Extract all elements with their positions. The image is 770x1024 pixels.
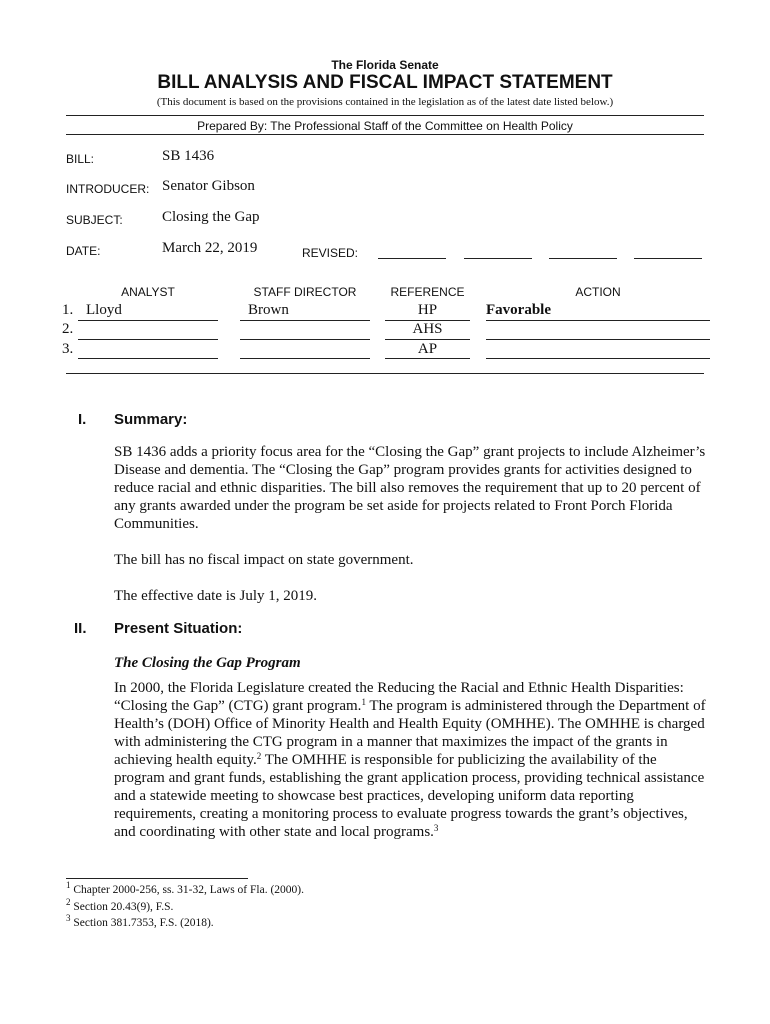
action-line: [486, 339, 710, 340]
footnote-ref: 1: [361, 697, 366, 707]
action-line: [486, 358, 710, 359]
reference-value: AHS: [412, 321, 443, 337]
date-value: March 22, 2019: [162, 240, 258, 256]
bill-label: BILL:: [66, 152, 95, 166]
section-number: I.: [78, 411, 87, 428]
revised-label: REVISED:: [302, 246, 359, 260]
director-line: [240, 320, 370, 321]
effective-date-paragraph: The effective date is July 1, 2019.: [114, 588, 317, 604]
analyst-name: Lloyd: [86, 302, 122, 318]
revised-line: [464, 258, 532, 259]
fiscal-impact-paragraph: The bill has no fiscal impact on state government.: [114, 552, 414, 568]
col-header-analyst: ANALYST: [121, 285, 175, 299]
header-rule-bottom: [66, 134, 704, 135]
document-title: BILL ANALYSIS AND FISCAL IMPACT STATEMENT: [157, 72, 613, 93]
footnote: $^2$ Section 20.43(9), F.S.: [66, 897, 174, 913]
reference-line: [385, 339, 470, 340]
prepared-by: Prepared By: The Professional Staff of the Committee on Health Policy: [197, 119, 573, 133]
footnote-ref: 2: [256, 751, 262, 761]
col-header-action: ACTION: [575, 285, 621, 299]
reference-value: HP: [417, 302, 438, 318]
summary-paragraph: SB 1436 adds a priority focus area for the “Closing the Gap” grant projects to include Alzheimer’s Disease and dementia. The “Closing the Gap” program provides grants for activities designed to reduce racial and ethnic disparities. The bill also removes the requirement that up to 20 percent of any grants awarded under the program be set aside for projects related to Front Porch Florida Communities.: [114, 444, 706, 532]
row-number: 1.: [62, 302, 74, 318]
revised-line: [634, 258, 702, 259]
revised-line: [378, 258, 446, 259]
introducer-value: Senator Gibson: [162, 178, 255, 194]
reference-value: AP: [417, 341, 438, 357]
section-title-summary: Summary:: [114, 411, 188, 428]
footnote: $^3$ Section 381.7353, F.S. (2018).: [66, 913, 214, 929]
subsection-title: The Closing the Gap Program: [114, 655, 301, 671]
date-label: DATE:: [66, 244, 101, 258]
document-note: (This document is based on the provisions contained in the legislation as of the latest date listed below.): [156, 96, 614, 108]
director-line: [240, 339, 370, 340]
section-title-present-situation: Present Situation:: [114, 620, 243, 637]
present-situation-paragraph: In 2000, the Florida Legislature created the Reducing the Racial and Ethnic Health Disparities: “Closing the Gap” (CTG) grant program.$^1$ The program is administered through the Department of Health’s (DOH) Office of Minority Health and Health Equity (OMHHE). The OMHHE is charged with administering the CTG program in a manner that maximizes the impact of the grants in achieving health equity.$^2$ The OMHHE is responsible for publicizing the availability of the program and grant funds, establishing the grant application process, providing technical assistance and a statewide meeting to showcase best practices, developing uniform data reporting requirements, creating a monitoring process to evaluate progress towards the grant’s objectives, and coordinating with other state and local programs.$^3$: [114, 680, 706, 840]
subject-label: SUBJECT:: [66, 213, 123, 227]
header-rule-top: [66, 115, 704, 116]
director-name: Brown: [248, 302, 289, 318]
senate-name: The Florida Senate: [331, 58, 439, 72]
introducer-label: INTRODUCER:: [66, 182, 150, 196]
subject-value: Closing the Gap: [162, 209, 260, 225]
row-number: 3.: [62, 341, 74, 357]
revised-line: [549, 258, 617, 259]
director-line: [240, 358, 370, 359]
analyst-line: [78, 320, 218, 321]
footnote-ref: 3: [433, 823, 439, 833]
section-number: II.: [74, 620, 87, 637]
analyst-line: [78, 339, 218, 340]
footnote: $^1$ Chapter 2000-256, ss. 31-32, Laws of Fla. (2000).: [66, 880, 304, 896]
col-header-staff-director: STAFF DIRECTOR: [253, 285, 357, 299]
action-line: [486, 320, 710, 321]
action-value: Favorable: [486, 302, 551, 318]
row-number: 2.: [62, 321, 74, 337]
col-header-reference: REFERENCE: [390, 285, 465, 299]
bill-number: SB 1436: [162, 148, 215, 164]
footnote-separator: [66, 878, 248, 879]
analyst-line: [78, 358, 218, 359]
reference-line: [385, 358, 470, 359]
table-bottom-rule: [66, 373, 704, 374]
